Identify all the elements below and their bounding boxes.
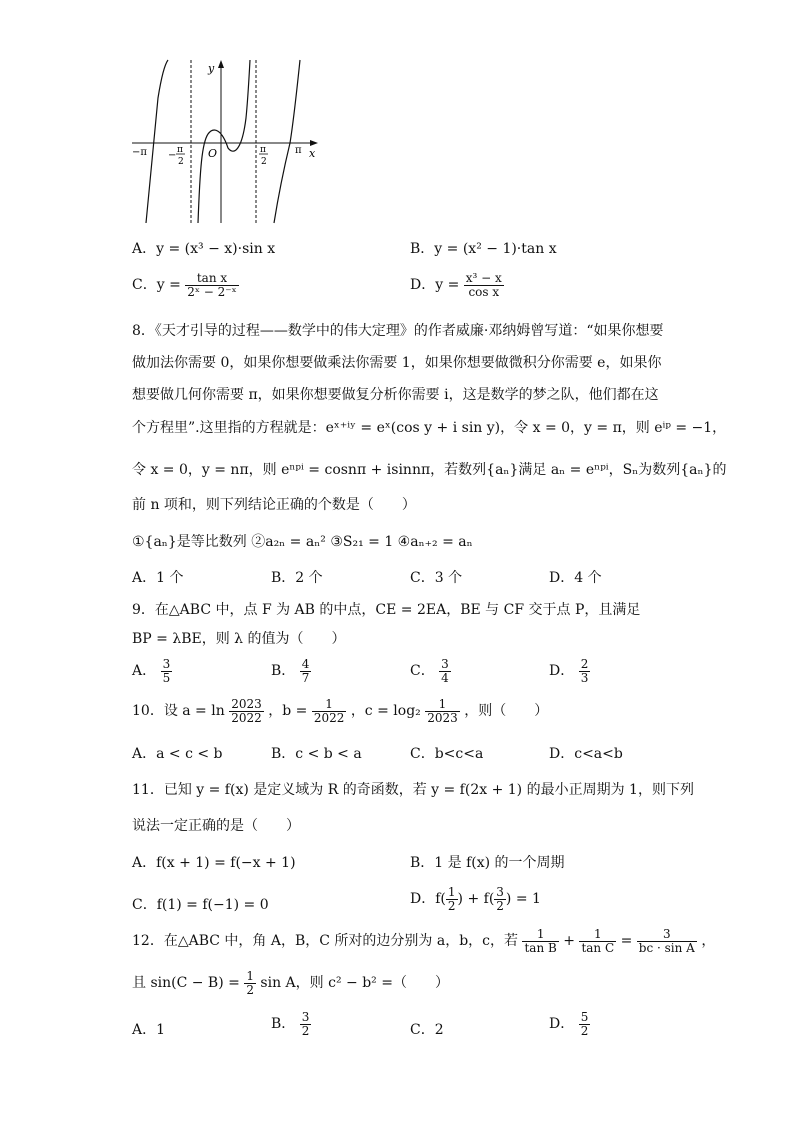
q11-line2: 说法一定正确的是（ ）: [132, 818, 300, 834]
pi-half-num: π: [260, 145, 266, 155]
q8-line4: 个方程里”.这里指的方程就是：eˣ⁺ⁱʸ = eˣ(cos y + i sin y)，令 x = 0，y = π，则 eⁱᵖ = −1，: [132, 420, 727, 436]
curve-right: [274, 60, 300, 223]
q7-option-a[interactable]: A．y = (x³ − x)·sin x: [132, 241, 276, 257]
x-axis-label: x: [309, 147, 316, 160]
q9-line2: BP = λBE，则 λ 的值为（ ）: [132, 631, 346, 647]
q10-option-c[interactable]: C．b<c<a: [410, 746, 484, 762]
curve-left: [146, 60, 168, 223]
q7-option-b[interactable]: B．y = (x² − 1)·tan x: [410, 241, 557, 257]
q10-stem: 10．设 a = ln $\frac{2023}{2022}$ ，b = $\frac{1}{2022}$ ，c = log₂ $\frac{1}{2023}$ ，则（ ）: [132, 697, 549, 725]
q12-option-b[interactable]: B． $\frac{3}{2}$: [271, 1010, 310, 1038]
q12-line2: 且 sin(C − B) = $\frac{1}{2}$ sin A，则 c² − b² =（ ）: [132, 969, 449, 997]
q10-option-d[interactable]: D．c<a<b: [549, 746, 623, 762]
q9-option-a[interactable]: A． $\frac{3}{5}$: [132, 657, 171, 685]
q9-line1: 9．在△ABC 中，点 F 为 AB 的中点，CE = 2EA，BE 与 CF 交于点 P，且满足: [132, 602, 641, 618]
q8-line5: 令 x = 0，y = nπ，则 eⁿᵖⁱ = cosnπ + isinnπ，若数列{aₙ}满足 aₙ = eⁿᵖⁱ，Sₙ为数列{aₙ}的: [132, 462, 727, 478]
q7-option-c[interactable]: C．y = $\frac{\text{tan x}}{\text{2ˣ − 2⁻ˣ}}$: [132, 271, 237, 299]
curve-middle: [198, 60, 250, 223]
q8-option-d[interactable]: D．4 个: [549, 570, 602, 586]
q9-option-b[interactable]: B． $\frac{4}{7}$: [271, 657, 310, 685]
q11-option-d[interactable]: D．f( $\frac{1}{2}$ ) + f( $\frac{3}{2}$ ) = 1: [410, 885, 541, 913]
q9-option-c[interactable]: C． $\frac{3}{4}$: [410, 657, 449, 685]
q11-option-c[interactable]: C．f(1) = f(−1) = 0: [132, 897, 269, 913]
q8-line7: ①{aₙ}是等比数列 ②a₂ₙ = aₙ² ③S₂₁ = 1 ④aₙ₊₂ = aₙ: [132, 534, 473, 550]
pi-label: π: [295, 145, 302, 156]
q8-line6: 前 n 项和，则下列结论正确的个数是（ ）: [132, 497, 416, 513]
q11-option-a[interactable]: A．f(x + 1) = f(−x + 1): [132, 855, 296, 871]
q11-line1: 11．已知 y = f(x) 是定义域为 R 的奇函数，若 y = f(2x + 1) 的最小正周期为 1，则下列: [132, 782, 694, 798]
neg-pi-label: −π: [132, 147, 147, 158]
q12-option-a[interactable]: A．1: [132, 1022, 166, 1038]
q10-option-b[interactable]: B．c < b < a: [271, 746, 362, 762]
q10-option-a[interactable]: A．a < c < b: [132, 746, 223, 762]
neg-pi-half-num: π: [177, 145, 183, 155]
q12-option-d[interactable]: D． $\frac{5}{2}$: [549, 1010, 589, 1038]
q8-line3: 想要做几何你需要 π，如果你想要做复分析你需要 i，这是数学的梦之队，他们都在这: [132, 387, 659, 403]
y-axis-label: y: [208, 62, 215, 75]
q12-line1: 12．在△ABC 中，角 A，B，C 所对的边分别为 a，b，c，若 $\frac{1}{\text{tan B}}$ + $\frac{1}{\text{tan C}}$ = $\frac{3}{\text{bc · sin A}}$ ，: [132, 927, 716, 955]
y-axis-arrow: [218, 60, 224, 68]
q7-option-d[interactable]: D．y = $\frac{\text{x³ − x}}{\text{cos x}}$: [410, 271, 502, 299]
q8-option-b[interactable]: B．2 个: [271, 570, 323, 586]
neg-pi-half-den: 2: [178, 157, 184, 167]
q8-line2: 做加法你需要 0，如果你想要做乘法你需要 1，如果你想要做微积分你需要 e，如果你: [132, 355, 662, 371]
neg-pi-half-sign: −: [168, 150, 177, 161]
function-graph: [128, 58, 323, 226]
q8-line1: 8．《天才引导的过程——数学中的伟大定理》的作者威廉·邓纳姆曾写道：“如果你想要: [132, 323, 664, 339]
q8-option-c[interactable]: C．3 个: [410, 570, 463, 586]
pi-half-den: 2: [261, 157, 267, 167]
q12-option-c[interactable]: C．2: [410, 1022, 444, 1038]
q8-option-a[interactable]: A．1 个: [132, 570, 184, 586]
q9-option-d[interactable]: D． $\frac{2}{3}$: [549, 657, 589, 685]
q11-option-b[interactable]: B．1 是 f(x) 的一个周期: [410, 855, 565, 871]
x-axis-arrow: [310, 140, 318, 146]
origin-label: O: [208, 147, 218, 160]
